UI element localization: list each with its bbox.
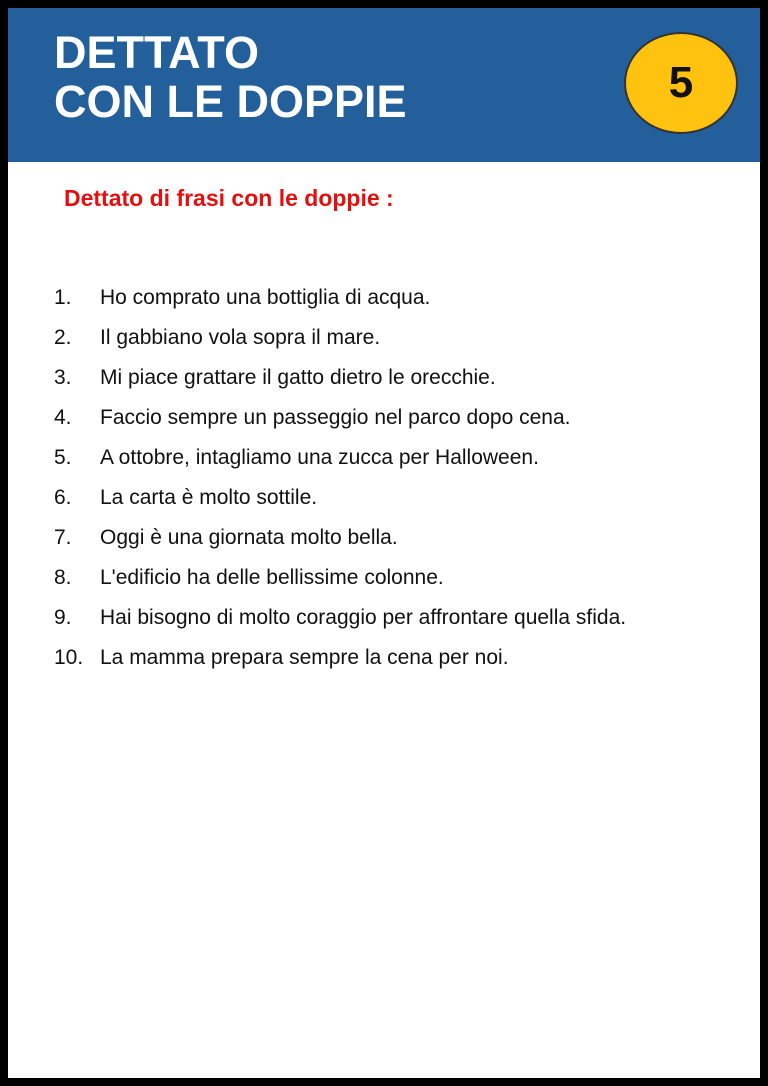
item-text: Faccio sempre un passeggio nel parco dopo cena. — [100, 406, 571, 429]
item-number: 8. — [54, 566, 72, 589]
item-text: Oggi è una giornata molto bella. — [100, 526, 398, 549]
item-number: 3. — [54, 366, 72, 389]
sentence-list — [54, 278, 626, 678]
list-item — [54, 438, 626, 478]
list-item — [54, 638, 626, 678]
item-text: Hai bisogno di molto coraggio per affrontare quella sfida. — [100, 606, 627, 629]
item-text: La mamma prepara sempre la cena per noi. — [100, 646, 509, 669]
item-number: 2. — [54, 326, 72, 349]
item-text: L'edificio ha delle bellissime colonne. — [100, 566, 444, 589]
title-line-2: CON LE DOPPIE — [54, 76, 407, 127]
item-text: La carta è molto sottile. — [100, 486, 318, 509]
list-item — [54, 278, 626, 318]
page-title — [54, 28, 407, 126]
list-item — [54, 358, 626, 398]
list-item — [54, 398, 626, 438]
item-number: 6. — [54, 486, 72, 509]
title-line-1: DETTATO — [54, 27, 259, 78]
list-item — [54, 598, 626, 638]
list-item — [54, 558, 626, 598]
item-number: 5. — [54, 446, 72, 469]
number-badge: 5 — [624, 32, 738, 134]
list-item — [54, 518, 626, 558]
item-number: 7. — [54, 526, 72, 549]
item-text: Ho comprato una bottiglia di acqua. — [100, 286, 431, 309]
list-item — [54, 478, 626, 518]
item-number: 9. — [54, 606, 72, 629]
item-text: Il gabbiano vola sopra il mare. — [100, 326, 381, 349]
item-number: 4. — [54, 406, 72, 429]
section-subtitle: Dettato di frasi con le doppie : — [64, 185, 394, 211]
list-item — [54, 318, 626, 358]
item-number: 1. — [54, 286, 72, 309]
item-number: 10. — [54, 646, 84, 669]
item-text: Mi piace grattare il gatto dietro le orecchie. — [100, 366, 496, 389]
item-text: A ottobre, intagliamo una zucca per Halloween. — [100, 446, 539, 469]
header-banner — [8, 8, 760, 162]
